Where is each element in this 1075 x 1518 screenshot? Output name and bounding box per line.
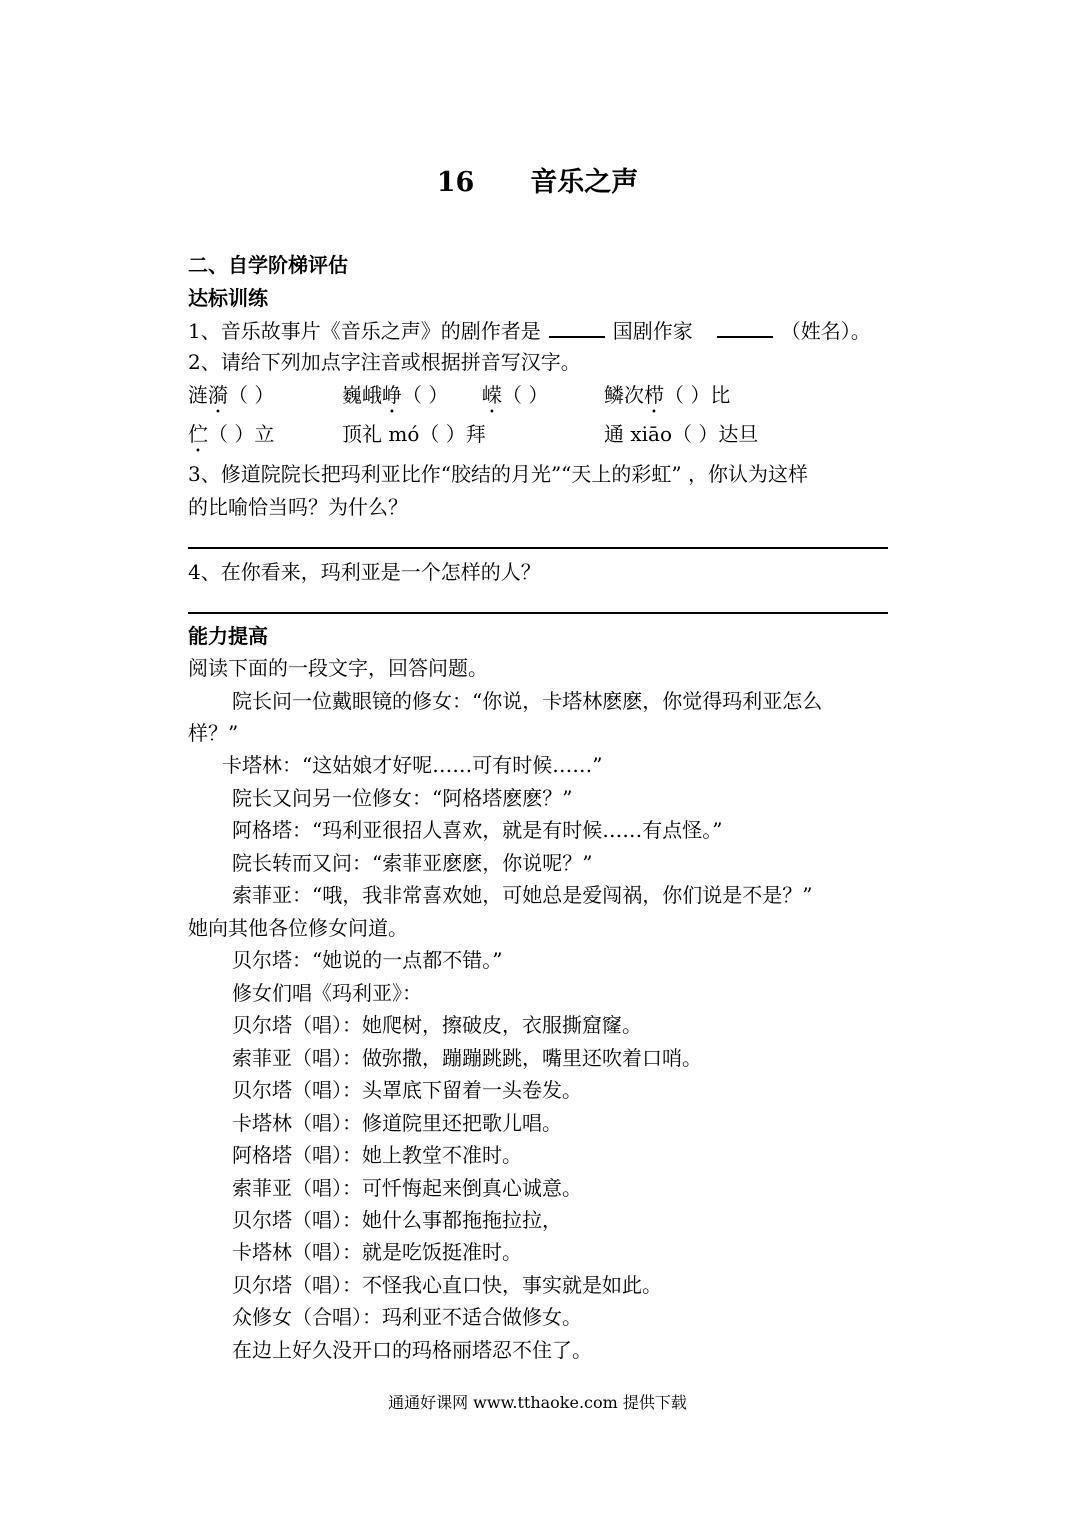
passage-line: 她向其他各位修女问道。 — [188, 916, 408, 940]
question-4: 4、在你看来，玛利亚是一个怎样的人？ — [188, 560, 541, 584]
passage-line: 阿格塔（唱）：她上教堂不准时。 — [232, 1143, 522, 1167]
passage-line: 卡塔林（唱）：修道院里还把歌儿唱。 — [232, 1111, 562, 1135]
question-1-part2: 国剧作家 — [612, 319, 693, 343]
passage-line: 众修女（合唱）：玛利亚不适合做修女。 — [232, 1305, 582, 1329]
pinyin-item: 伫（ ）立 — [188, 422, 275, 446]
passage-line: 阿格塔：“玛利亚很招人喜欢，就是有时候……有点怪。” — [232, 818, 723, 842]
lesson-number: 16 — [436, 167, 475, 198]
passage-line: 贝尔塔：“她说的一点都不错。” — [232, 948, 503, 972]
pinyin-item: 嵘（ ） — [482, 383, 549, 407]
footer-credit: 通通好课网 www.tthaoke.com 提供下载 — [388, 1393, 687, 1412]
passage-line: 贝尔塔（唱）：她什么事都拖拖拉拉， — [232, 1208, 562, 1232]
passage-line: 索菲亚：“哦，我非常喜欢她，可她总是爱闯祸，你们说是不是？” — [232, 883, 813, 907]
answer-line-3[interactable] — [188, 547, 888, 549]
ability-heading: 能力提高 — [188, 624, 268, 648]
pinyin-item: 通 xiāo（ ）达旦 — [604, 422, 759, 446]
passage-line: 样？” — [188, 721, 239, 745]
answer-line-4[interactable] — [188, 612, 888, 614]
dotted-char: 漪 — [208, 383, 228, 407]
answer-blank-1[interactable] — [549, 318, 605, 338]
sub-heading: 达标训练 — [188, 286, 268, 310]
question-1 — [188, 318, 871, 343]
passage-line: 索菲亚（唱）：可忏悔起来倒真心诚意。 — [232, 1176, 582, 1200]
reading-intro: 阅读下面的一段文字，回答问题。 — [188, 656, 488, 680]
lesson-title: 音乐之声 — [530, 167, 639, 198]
pinyin-item: 涟漪（ ） — [188, 383, 275, 407]
passage-line: 院长又问另一位修女：“阿格塔麽麽？” — [232, 786, 573, 810]
passage-line: 索菲亚（唱）：做弥撒，蹦蹦跳跳，嘴里还吹着口哨。 — [232, 1046, 702, 1070]
passage-line: 贝尔塔（唱）：头罩底下留着一头卷发。 — [232, 1078, 582, 1102]
dotted-char: 嵘 — [482, 383, 502, 407]
passage-line: 卡塔林：“这姑娘才好呢……可有时候……” — [222, 753, 603, 777]
passage-line: 院长转而又问：“索菲亚麽麽，你说呢？” — [232, 851, 593, 875]
section-heading: 二、自学阶梯评估 — [188, 253, 348, 277]
page-title — [0, 166, 1075, 200]
pinyin-item: 巍峨峥（ ） — [342, 383, 449, 407]
pinyin-item: 鳞次栉（ ）比 — [604, 383, 731, 407]
question-2-prompt: 2、请给下列加点字注音或根据拼音写汉字。 — [188, 350, 581, 374]
passage-line: 贝尔塔（唱）：她爬树，擦破皮，衣服撕窟窿。 — [232, 1013, 642, 1037]
question-3-line2: 的比喻恰当吗？为什么？ — [188, 495, 408, 519]
dotted-char: 栉 — [644, 383, 664, 407]
pinyin-item: 顶礼 mó（ ）拜 — [342, 422, 486, 446]
dotted-char: 伫 — [188, 422, 208, 446]
question-3-line1: 3、修道院院长把玛利亚比作“胶结的月光”“天上的彩虹” ，你认为这样 — [188, 462, 808, 486]
dotted-char: 峥 — [382, 383, 402, 407]
question-1-part3: （姓名）。 — [780, 319, 871, 343]
passage-line: 贝尔塔（唱）：不怪我心直口快，事实就是如此。 — [232, 1273, 662, 1297]
answer-blank-2[interactable] — [717, 318, 773, 338]
passage-line: 在边上好久没开口的玛格丽塔忍不住了。 — [232, 1338, 592, 1362]
question-1-part1: 1、音乐故事片《音乐之声》的剧作者是 — [188, 319, 541, 343]
passage-line: 院长问一位戴眼镜的修女：“你说，卡塔林麽麽，你觉得玛利亚怎么 — [232, 689, 823, 713]
passage-line: 卡塔林（唱）：就是吃饭挺准时。 — [232, 1240, 522, 1264]
passage-line: 修女们唱《玛利亚》： — [232, 981, 422, 1005]
